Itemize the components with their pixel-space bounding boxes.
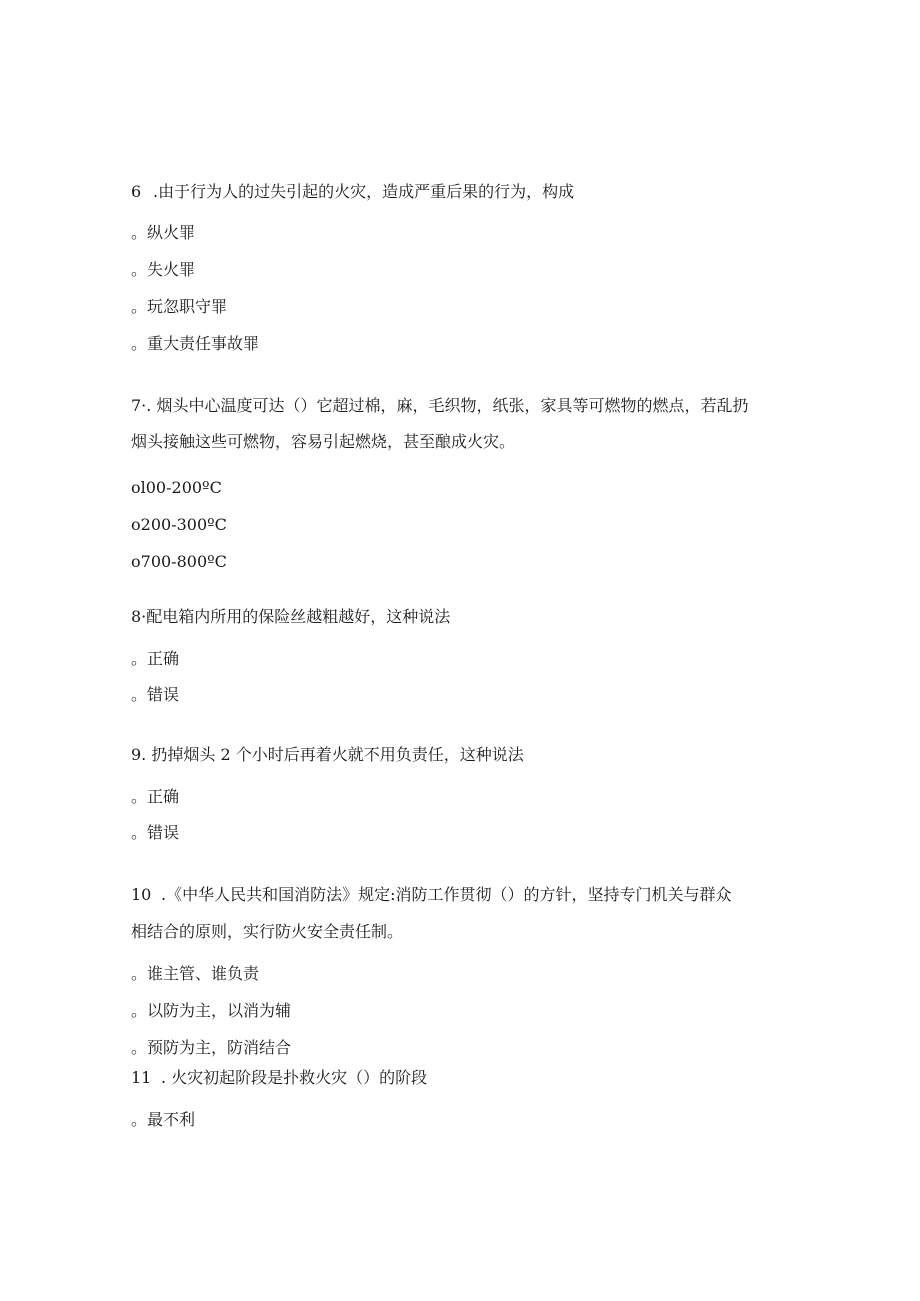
- question-number: 11: [131, 1068, 152, 1087]
- question-text: 9. 扔掉烟头 2 个小时后再着火就不用负责任，这种说法: [131, 745, 524, 764]
- question-text: .由于行为人的过失引起的火灾，造成严重后果的行为，构成: [153, 182, 575, 201]
- question-11-stem: [131, 1068, 427, 1088]
- question-text: 8·配电箱内所用的保险丝越粗越好，这种说法: [131, 607, 451, 626]
- question-text: . 火灾初起阶段是扑救火灾（）的阶段: [161, 1068, 428, 1087]
- option: 。以防为主，以消为辅: [131, 1001, 292, 1020]
- question-text: 相结合的原则，实行防火安全责任制。: [131, 922, 404, 941]
- option: 。正确: [131, 787, 180, 806]
- option: o700-800ºC: [131, 552, 227, 571]
- option: 。谁主管、谁负责: [131, 964, 260, 983]
- option: 。错误: [131, 685, 180, 704]
- option: ol00-200ºC: [131, 478, 222, 497]
- question-10-stem: [131, 885, 731, 905]
- option: 。错误: [131, 823, 180, 842]
- option: 。纵火罪: [131, 223, 196, 242]
- option: 。重大责任事故罪: [131, 334, 260, 353]
- question-text: .《中华人民共和国消防法》规定:消防工作贯彻（）的方针，坚持专门机关与群众: [161, 885, 732, 904]
- option: o200-300ºC: [131, 515, 227, 534]
- option: 。玩忽职守罪: [131, 297, 228, 316]
- option: 。预防为主，防消结合: [131, 1038, 292, 1057]
- question-number: 10: [131, 885, 152, 904]
- option: 。正确: [131, 649, 180, 668]
- question-text: 烟头接触这些可燃物，容易引起燃烧，甚至酿成火灾。: [131, 432, 516, 451]
- question-text: 7·. 烟头中心温度可达（）它超过棉，麻，毛织物，纸张，家具等可燃物的燃点，若乱扔: [131, 396, 749, 415]
- question-6-stem: [131, 182, 574, 202]
- option: 。最不利: [131, 1110, 196, 1129]
- option: 。失火罪: [131, 260, 196, 279]
- question-number: 6: [131, 182, 142, 201]
